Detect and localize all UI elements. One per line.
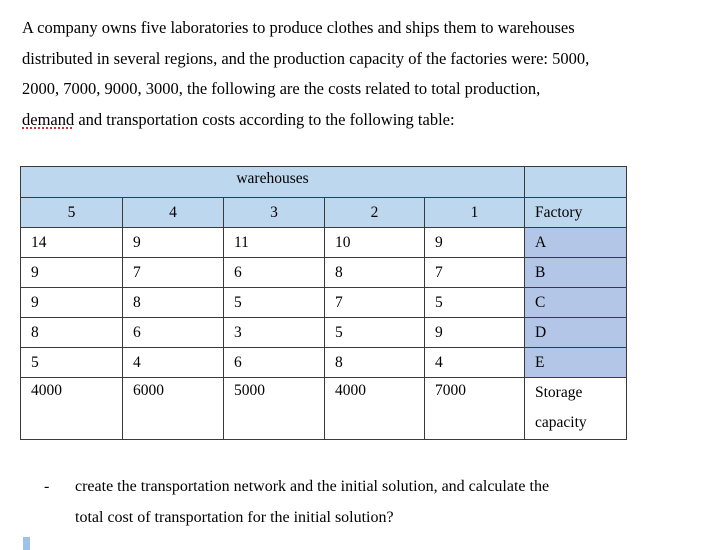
warehouse-cell: 2 — [325, 198, 425, 228]
cost-cell: 7 — [425, 258, 525, 288]
cost-cell: 4 — [425, 348, 525, 378]
table-row — [21, 228, 627, 258]
warehouse-cell: 4 — [123, 198, 224, 228]
question-line: total cost of transportation for the initial solution? — [75, 508, 394, 526]
storage-label-line: capacity — [535, 414, 587, 431]
factory-label: E — [525, 348, 627, 378]
capacity-cell: 4000 — [325, 378, 425, 440]
storage-capacity-label — [525, 378, 627, 440]
warehouse-cell: 3 — [224, 198, 325, 228]
cost-cell: 9 — [21, 288, 123, 318]
capacity-cell: 7000 — [425, 378, 525, 440]
cost-cell: 3 — [224, 318, 325, 348]
header-blank-cell — [525, 167, 627, 198]
capacity-cell: 4000 — [21, 378, 123, 440]
cost-cell: 6 — [224, 348, 325, 378]
list-bullet: - — [44, 478, 50, 495]
intro-line-rest: and transportation costs according to the following table: — [74, 109, 455, 129]
cost-cell: 8 — [325, 258, 425, 288]
intro-line — [22, 105, 662, 136]
cost-cell: 6 — [123, 318, 224, 348]
cost-cell: 11 — [224, 228, 325, 258]
storage-label-line: Storage — [535, 384, 583, 401]
table-title-row — [21, 167, 627, 198]
table-row — [21, 318, 627, 348]
capacity-cell: 5000 — [224, 378, 325, 440]
cost-cell: 14 — [21, 228, 123, 258]
cost-cell: 8 — [123, 288, 224, 318]
table-row — [21, 348, 627, 378]
factory-label: D — [525, 318, 627, 348]
intro-line: A company owns five laboratories to produce clothes and ships them to warehouses — [22, 18, 575, 37]
problem-statement — [22, 13, 662, 135]
warehouse-number-row — [21, 198, 627, 228]
cost-cell: 9 — [21, 258, 123, 288]
intro-line: 2000, 7000, 9000, 3000, the following are the costs related to total production, — [22, 79, 541, 98]
cost-cell: 8 — [21, 318, 123, 348]
cost-cell: 5 — [425, 288, 525, 318]
text-cursor-marker — [23, 537, 30, 550]
cost-cell: 4 — [123, 348, 224, 378]
warehouses-header: warehouses — [21, 167, 525, 198]
cost-cell: 5 — [325, 318, 425, 348]
cost-table — [20, 166, 627, 440]
spellcheck-word[interactable]: demand — [22, 109, 75, 129]
table-row — [21, 258, 627, 288]
warehouse-cell: 1 — [425, 198, 525, 228]
capacity-cell: 6000 — [123, 378, 224, 440]
warehouse-cell: 5 — [21, 198, 123, 228]
storage-capacity-row — [21, 378, 627, 440]
cost-cell: 5 — [21, 348, 123, 378]
table-row — [21, 288, 627, 318]
cost-cell: 9 — [425, 318, 525, 348]
cost-cell: 9 — [123, 228, 224, 258]
cost-cell: 9 — [425, 228, 525, 258]
cost-cell: 6 — [224, 258, 325, 288]
factory-label: C — [525, 288, 627, 318]
cost-cell: 5 — [224, 288, 325, 318]
factory-header: Factory — [525, 198, 627, 228]
factory-label: A — [525, 228, 627, 258]
cost-cell: 10 — [325, 228, 425, 258]
question-line: create the transportation network and the initial solution, and calculate the — [75, 478, 550, 495]
factory-label: B — [525, 258, 627, 288]
cost-cell: 8 — [325, 348, 425, 378]
cost-cell: 7 — [123, 258, 224, 288]
cost-cell: 7 — [325, 288, 425, 318]
question-text — [75, 472, 549, 533]
intro-line: distributed in several regions, and the production capacity of the factories were: 5000, — [22, 48, 590, 68]
